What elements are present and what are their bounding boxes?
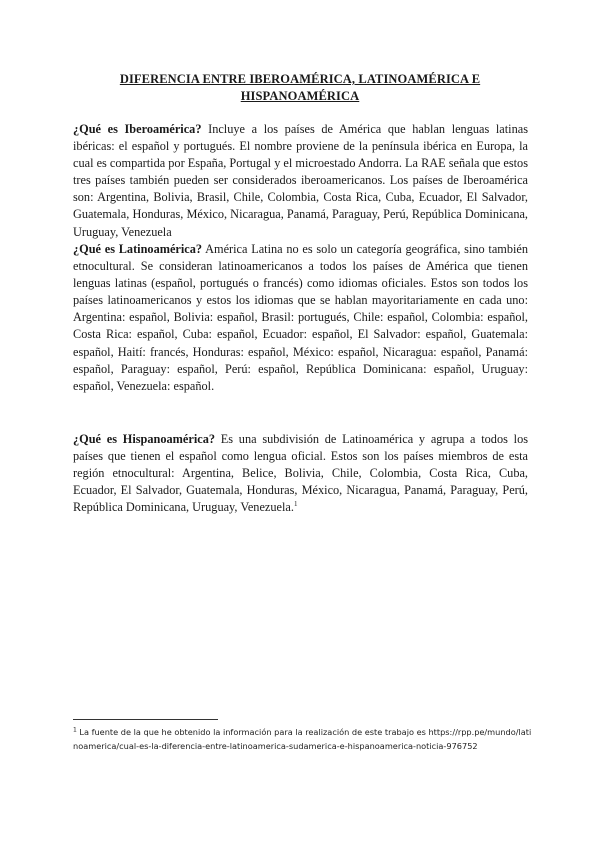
paragraph-latinoamerica: [73, 241, 528, 395]
footnote-text: La fuente de la que he obtenido la información para la realización de este trabajo es https://rpp.pe/mundo/latinoamerica/cual-es-la-diferencia-entre-latinoamerica-sudamerica-e-hispanoamerica-noticia-976752: [73, 727, 532, 751]
footnote-reference[interactable]: 1: [293, 500, 298, 509]
body-iberoamerica: Incluye a los países de América que hablan lenguas latinas ibéricas: el español y portugués. El nombre proviene de la península ibérica en Europa, la cual es compartida por España, Portugal y el microestado Andorra. La RAE señala que estos tres países también pueden ser considerados iberoamericanos. Los países de Iberoamérica son: Argentina, Bolivia, Brasil, Chile, Colombia, Costa Rica, Cuba, Ecuador, El Salvador, Guatemala, Honduras, México, Nicaragua, Panamá, Paraguay, Perú, República Dominicana, Uruguay, Venezuela: [73, 122, 528, 239]
heading-latinoamerica: ¿Qué es Latinoamérica?: [73, 242, 203, 256]
heading-iberoamerica: ¿Qué es Iberoamérica?: [73, 122, 202, 136]
footnote-number: 1: [73, 726, 77, 734]
footnote: [73, 725, 533, 753]
body-hispanoamerica: Es una subdivisión de Latinoamérica y agrupa a todos los países que tienen el español como lengua oficial. Estos son los países miembros de esta región etnocultural: Argentina, Belice, Bolivia, Chile, Colombia, Costa Rica, Cuba, Ecuador, El Salvador, Guatemala, Honduras, México, Nicaragua, Panamá, Paraguay, Perú, República Dominicana, Uruguay, Venezuela.: [73, 432, 529, 515]
heading-hispanoamerica: ¿Qué es Hispanoamérica?: [73, 432, 215, 446]
paragraph-iberoamerica: [73, 121, 528, 241]
document-title: DIFERENCIA ENTRE IBEROAMÉRICA, LATINOAMÉRICA E HISPANOAMÉRICA: [119, 72, 481, 103]
footnote-divider: [73, 719, 218, 720]
paragraph-hispanoamerica: [73, 431, 528, 516]
body-latinoamerica: América Latina no es solo un categoría geográfica, sino también etnocultural. Se consideran latinoamericanos a todos los países de América que tienen lenguas latinas (español, portugués o francés) como idiomas oficiales. Estos son todos los países latinoamericanos y estos los idiomas que se hablan mayoritariamente en cada uno: Argentina: español, Bolivia: español, Brasil: portugués, Chile: español, Colombia: español, Costa Rica: español, Cuba: español, Ecuador: español, El Salvador: español, Guatemala: español, Haití: francés, Honduras: español, México: español, Nicaragua: español, Panamá: español, Paraguay: español, Perú: español, República Dominicana: español, Uruguay: español, Venezuela: español.: [73, 242, 529, 393]
